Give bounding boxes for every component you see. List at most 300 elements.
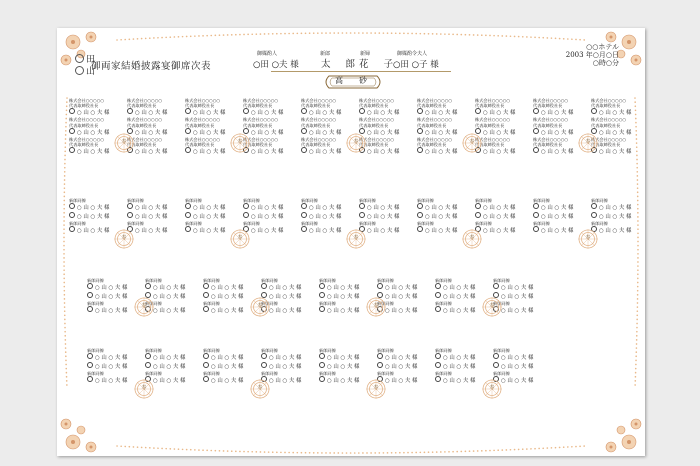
guest-relation: 新郎同僚 (185, 221, 202, 227)
guest-name (533, 203, 589, 212)
guest-ring-icon (185, 147, 191, 153)
guest-company: 株式会社○○○○○ (243, 98, 279, 103)
ring-icon (75, 54, 84, 63)
guest-name-text: ○ 山 ○ 夫 様 (309, 214, 342, 221)
guest-name (261, 362, 317, 371)
guest-relation: 新郎同僚 (359, 221, 376, 227)
medallion-text: 寿 (469, 235, 475, 241)
guest-title: 代表取締役社長 (417, 142, 447, 148)
guest-name-text: ○ 山 ○ 夫 様 (541, 214, 574, 221)
guest-name (417, 212, 473, 221)
guest-name-text: ○ 山 ○ 夫 様 (443, 308, 476, 315)
head-table-line (271, 71, 451, 72)
guest-relation: 新郎同僚 (591, 198, 608, 203)
guest-title: 代表取締役社長 (301, 103, 331, 109)
bride-name: 花 子 (359, 59, 400, 70)
guest-company: 株式会社○○○○○ (533, 117, 569, 123)
guest-name (185, 108, 241, 117)
guest-name-text: ○ 山 ○ 夫 様 (95, 378, 128, 385)
bride-role: 新婦 (360, 51, 371, 57)
guest-name (475, 128, 531, 137)
kotobuki-medallion (113, 228, 135, 250)
guest-ring-icon (69, 147, 75, 153)
guest-name (475, 212, 531, 221)
event-date: 2003 年○月○日 (565, 51, 619, 59)
guest-name-text: ○ 山 ○ 夫 様 (193, 110, 226, 117)
guest-relation: 新郎同僚 (243, 221, 260, 227)
guest-relation: 新郎同僚 (475, 221, 492, 227)
guest-name (87, 353, 143, 362)
guest-title: 代表取締役社長 (475, 103, 505, 109)
guest-ring-icon (533, 226, 539, 232)
guest-name-text: ○ 山 ○ 夫 様 (135, 205, 168, 212)
guest-entry (591, 198, 645, 235)
guest-company: 株式会社○○○○○ (301, 136, 337, 142)
guest-company: 株式会社○○○○○ (185, 117, 221, 123)
guest-name-text: ○ 山 ○ 夫 様 (599, 214, 632, 221)
seating-chart-page (57, 28, 645, 456)
guest-ring-icon (319, 292, 325, 298)
guest-name (69, 212, 125, 221)
guest-name-text: ○ 山 ○ 夫 様 (153, 308, 186, 315)
guest-title: 代表取締役社長 (475, 122, 505, 128)
guest-relation: 新郎同僚 (145, 371, 162, 377)
guest-ring-icon (87, 292, 93, 298)
guest-name (127, 147, 183, 156)
guest-company: 株式会社○○○○○ (301, 98, 337, 103)
guest-name-text: ○ 山 ○ 夫 様 (211, 285, 244, 292)
guest-name (127, 203, 183, 212)
medallion-text: 寿 (585, 139, 591, 145)
guest-title: 代表取締役社長 (417, 122, 447, 128)
kotobuki-medallion (249, 378, 271, 400)
guest-name (301, 212, 357, 221)
guest-relation: 新郎同僚 (493, 371, 510, 377)
guest-name (591, 147, 645, 156)
guest-relation: 新郎同僚 (435, 371, 452, 377)
guest-company: 株式会社○○○○○ (475, 136, 511, 142)
guest-ring-icon (145, 362, 151, 368)
guest-company: 株式会社○○○○○ (359, 136, 395, 142)
matchmaker-wife-role: 御媒酌令夫人 (397, 51, 428, 57)
corner-flower-ornament (57, 396, 117, 456)
guest-ring-icon (185, 203, 191, 209)
guest-company: 株式会社○○○○○ (475, 117, 511, 123)
guest-name-text: ○ 山 ○ 夫 様 (483, 149, 516, 156)
guest-name-text: ○ 山 ○ 夫 様 (367, 228, 400, 235)
guest-name (185, 212, 241, 221)
guest-relation: 新郎同僚 (127, 221, 144, 227)
guest-relation: 新郎同僚 (203, 301, 220, 307)
guest-name-text: ○ 山 ○ 夫 様 (483, 214, 516, 221)
guest-name (69, 108, 125, 117)
kotobuki-medallion (365, 378, 387, 400)
guest-name-text: ○ 山 ○ 夫 様 (309, 205, 342, 212)
kotobuki-medallion (345, 132, 367, 154)
guest-relation: 新郎同僚 (243, 198, 260, 203)
guest-ring-icon (301, 203, 307, 209)
guest-title: 代表取締役社長 (127, 103, 157, 109)
guest-ring-icon (533, 147, 539, 153)
guest-ring-icon (591, 203, 597, 209)
guest-ring-icon (87, 376, 93, 382)
guest-ring-icon (533, 128, 539, 134)
kotobuki-medallion (461, 132, 483, 154)
guest-entry (243, 98, 299, 156)
guest-name (417, 108, 473, 117)
guest-relation: 新郎同僚 (203, 348, 220, 353)
guest-relation: 新郎同僚 (435, 278, 452, 283)
guest-ring-icon (243, 212, 249, 218)
guest-ring-icon (87, 362, 93, 368)
guest-company: 株式会社○○○○○ (185, 98, 221, 103)
guest-name (203, 362, 259, 371)
guest-name (127, 226, 183, 235)
guest-ring-icon (69, 203, 75, 209)
guest-name (359, 128, 415, 137)
guest-ring-icon (87, 306, 93, 312)
guest-ring-icon (203, 283, 209, 289)
guest-company: 株式会社○○○○○ (359, 98, 395, 103)
kotobuki-medallion (577, 228, 599, 250)
guest-ring-icon (377, 353, 383, 359)
guest-name-text: ○ 山 ○ 夫 様 (193, 214, 226, 221)
guest-company: 株式会社○○○○○ (243, 117, 279, 123)
guest-ring-icon (533, 212, 539, 218)
guest-title: 代表取締役社長 (185, 122, 215, 128)
guest-name (377, 283, 433, 292)
guest-entry (591, 98, 645, 156)
guest-name-text: ○ 山 ○ 夫 様 (425, 149, 458, 156)
guest-name-text: ○ 山 ○ 夫 様 (251, 110, 284, 117)
guest-name-text: ○ 山 ○ 夫 様 (385, 308, 418, 315)
guest-ring-icon (493, 353, 499, 359)
guest-name-text: ○ 山 ○ 夫 様 (135, 129, 168, 136)
guest-title: 代表取締役社長 (69, 122, 99, 128)
guest-title: 代表取締役社長 (359, 103, 389, 109)
guest-name (591, 226, 645, 235)
guest-entry (359, 98, 415, 156)
guest-name-text: ○ 山 ○ 夫 様 (269, 294, 302, 301)
guest-ring-icon (127, 108, 133, 114)
groom-name: 太 郎 (321, 59, 362, 70)
guest-name-text: ○ 山 ○ 夫 様 (599, 228, 632, 235)
guest-name-text: ○ 山 ○ 夫 様 (135, 214, 168, 221)
guest-ring-icon (435, 362, 441, 368)
guest-title: 代表取締役社長 (69, 103, 99, 109)
guest-title: 代表取締役社長 (127, 122, 157, 128)
kotobuki-medallion (577, 132, 599, 154)
guest-ring-icon (417, 128, 423, 134)
guest-ring-icon (417, 147, 423, 153)
guest-name-text: ○ 山 ○ 夫 様 (269, 308, 302, 315)
guest-name-text: ○ 山 ○ 夫 様 (95, 294, 128, 301)
guest-name (533, 108, 589, 117)
kotobuki-medallion (481, 296, 503, 318)
guest-relation: 新郎同僚 (533, 198, 550, 203)
guest-relation: 新郎同僚 (319, 348, 336, 353)
guest-title: 代表取締役社長 (417, 103, 447, 109)
guest-name-text: ○ 山 ○ 夫 様 (483, 228, 516, 235)
guest-company: 株式会社○○○○○ (69, 136, 105, 142)
guest-name-text: ○ 山 ○ 夫 様 (95, 364, 128, 371)
guest-name (145, 283, 201, 292)
guest-title: 代表取締役社長 (359, 122, 389, 128)
guest-relation: 新郎同僚 (475, 198, 492, 203)
guest-ring-icon (493, 283, 499, 289)
guest-name-text: ○ 山 ○ 夫 様 (425, 214, 458, 221)
guest-ring-icon (145, 283, 151, 289)
guest-name (359, 203, 415, 212)
guest-ring-icon (185, 128, 191, 134)
guest-name (319, 353, 375, 362)
guest-company: 株式会社○○○○○ (417, 117, 453, 123)
guest-name-text: ○ 山 ○ 夫 様 (501, 355, 534, 362)
guest-ring-icon (417, 212, 423, 218)
guest-company: 株式会社○○○○○ (417, 136, 453, 142)
guest-relation: 新郎同僚 (185, 198, 202, 203)
medallion-text: 寿 (257, 385, 263, 391)
guest-relation: 新郎同僚 (145, 278, 162, 283)
guest-name-text: ○ 山 ○ 夫 様 (425, 228, 458, 235)
guest-name (145, 353, 201, 362)
guest-ring-icon (261, 353, 267, 359)
kotobuki-medallion (133, 296, 155, 318)
guest-ring-icon (435, 306, 441, 312)
guest-title: 代表取締役社長 (185, 103, 215, 109)
guest-name-text: ○ 山 ○ 夫 様 (327, 355, 360, 362)
guest-name-text: ○ 山 ○ 夫 様 (95, 285, 128, 292)
medallion-text: 寿 (121, 235, 127, 241)
guest-ring-icon (301, 108, 307, 114)
guest-name (261, 283, 317, 292)
guest-name (493, 353, 549, 362)
guest-name (203, 353, 259, 362)
guest-relation: 新郎同僚 (87, 301, 104, 307)
guest-title: 代表取締役社長 (185, 142, 215, 148)
guest-ring-icon (475, 203, 481, 209)
guest-company: 株式会社○○○○○ (359, 117, 395, 123)
guest-name-text: ○ 山 ○ 夫 様 (501, 294, 534, 301)
corner-flower-ornament (585, 396, 645, 456)
guest-relation: 新郎同僚 (377, 278, 394, 283)
guest-ring-icon (533, 108, 539, 114)
guest-name-text: ○ 山 ○ 夫 様 (77, 149, 110, 156)
guest-ring-icon (319, 353, 325, 359)
guest-company: 株式会社○○○○○ (533, 136, 569, 142)
matchmaker-role: 御媒酌人 (257, 51, 278, 57)
guest-name (87, 362, 143, 371)
guest-ring-icon (319, 362, 325, 368)
guest-name-text: ○ 山 ○ 夫 様 (77, 205, 110, 212)
medallion-text: 寿 (141, 303, 147, 309)
guest-name-text: ○ 山 ○ 夫 様 (135, 149, 168, 156)
guest-ring-icon (203, 292, 209, 298)
guest-relation: 新郎同僚 (493, 348, 510, 353)
guest-relation: 新郎同僚 (319, 278, 336, 283)
kotobuki-medallion (113, 132, 135, 154)
guest-ring-icon (69, 212, 75, 218)
guest-name-text: ○ 山 ○ 夫 様 (541, 129, 574, 136)
guest-name (145, 362, 201, 371)
guest-company: 株式会社○○○○○ (417, 98, 453, 103)
guest-relation: 新郎同僚 (359, 198, 376, 203)
medallion-text: 寿 (141, 385, 147, 391)
guest-title: 代表取締役社長 (127, 142, 157, 148)
guest-name-text: ○ 山 ○ 夫 様 (367, 214, 400, 221)
guest-company: 株式会社○○○○○ (591, 136, 627, 142)
guest-name (243, 128, 299, 137)
guest-relation: 新郎同僚 (145, 301, 162, 307)
guest-ring-icon (203, 362, 209, 368)
guest-name-text: ○ 山 ○ 夫 様 (443, 364, 476, 371)
guest-title: 代表取締役社長 (301, 142, 331, 148)
guest-name-text: ○ 山 ○ 夫 様 (77, 110, 110, 117)
guest-name (359, 147, 415, 156)
kotobuki-medallion (229, 228, 251, 250)
guest-name-text: ○ 山 ○ 夫 様 (309, 149, 342, 156)
guest-name-text: ○ 山 ○ 夫 様 (153, 294, 186, 301)
guest-name-text: ○ 山 ○ 夫 様 (211, 308, 244, 315)
guest-name (377, 362, 433, 371)
guest-title: 代表取締役社長 (301, 122, 331, 128)
medallion-text: 寿 (237, 139, 243, 145)
guest-name (377, 353, 433, 362)
guest-relation: 新郎同僚 (69, 221, 86, 227)
guest-relation: 新郎同僚 (533, 221, 550, 227)
guest-name (435, 353, 491, 362)
event-time: ○時○分 (592, 59, 619, 67)
guest-name-text: ○ 山 ○ 夫 様 (483, 110, 516, 117)
guest-name-text: ○ 山 ○ 夫 様 (269, 364, 302, 371)
ring-icon (75, 66, 84, 75)
guest-relation: 新郎同僚 (377, 371, 394, 377)
guest-name (127, 128, 183, 137)
guest-title: 代表取締役社長 (243, 103, 273, 109)
guest-name-text: ○ 山 ○ 夫 様 (153, 355, 186, 362)
guest-title: 代表取締役社長 (243, 142, 273, 148)
guest-name-text: ○ 山 ○ 夫 様 (425, 205, 458, 212)
guest-company: 株式会社○○○○○ (533, 98, 569, 103)
kotobuki-medallion (345, 228, 367, 250)
guest-name-text: ○ 山 ○ 夫 様 (425, 129, 458, 136)
guest-name-text: ○ 山 ○ 夫 様 (77, 228, 110, 235)
guest-name-text: ○ 山 ○ 夫 様 (327, 285, 360, 292)
guest-name-text: ○ 山 ○ 夫 様 (599, 149, 632, 156)
guest-ring-icon (533, 203, 539, 209)
guest-name-text: ○ 山 ○ 夫 様 (599, 205, 632, 212)
guest-name-text: ○ 山 ○ 夫 様 (211, 294, 244, 301)
guest-name-text: ○ 山 ○ 夫 様 (193, 129, 226, 136)
guest-relation: 新郎同僚 (591, 221, 608, 227)
guest-name-text: ○ 山 ○ 夫 様 (541, 205, 574, 212)
guest-ring-icon (435, 353, 441, 359)
guest-ring-icon (203, 306, 209, 312)
guest-name-text: ○ 山 ○ 夫 様 (211, 355, 244, 362)
guest-name-text: ○ 山 ○ 夫 様 (95, 355, 128, 362)
guest-ring-icon (435, 292, 441, 298)
kotobuki-medallion (133, 378, 155, 400)
guest-ring-icon (69, 226, 75, 232)
guest-name-text: ○ 山 ○ 夫 様 (153, 378, 186, 385)
medallion-text: 寿 (469, 139, 475, 145)
guest-name (591, 108, 645, 117)
guest-relation: 新郎同僚 (377, 348, 394, 353)
guest-name-text: ○ 山 ○ 夫 様 (443, 355, 476, 362)
guest-ring-icon (69, 128, 75, 134)
guest-name (185, 203, 241, 212)
guest-name-text: ○ 山 ○ 夫 様 (385, 355, 418, 362)
guest-name-text: ○ 山 ○ 夫 様 (541, 149, 574, 156)
kotobuki-medallion (365, 296, 387, 318)
guest-ring-icon (301, 147, 307, 153)
guest-company: 株式会社○○○○○ (127, 136, 163, 142)
guest-name (475, 147, 531, 156)
guest-relation: 新郎同僚 (301, 221, 318, 227)
guest-ring-icon (87, 353, 93, 359)
guest-name (493, 362, 549, 371)
medallion-text: 寿 (353, 235, 359, 241)
guest-name (319, 283, 375, 292)
guest-title: 代表取締役社長 (591, 103, 621, 109)
document-title: 御両家結婚披露宴御席次表 (91, 61, 212, 72)
guest-title: 代表取締役社長 (533, 122, 563, 128)
guest-ring-icon (417, 108, 423, 114)
guest-company: 株式会社○○○○○ (185, 136, 221, 142)
kotobuki-medallion (229, 132, 251, 154)
guest-relation: 新郎同僚 (435, 348, 452, 353)
guest-ring-icon (359, 108, 365, 114)
medallion-text: 寿 (585, 235, 591, 241)
kotobuki-medallion (481, 378, 503, 400)
guest-name (127, 108, 183, 117)
guest-name (301, 203, 357, 212)
guest-name-text: ○ 山 ○ 夫 様 (443, 294, 476, 301)
guest-name (243, 108, 299, 117)
guest-name-text: ○ 山 ○ 夫 様 (327, 378, 360, 385)
guest-company: 株式会社○○○○○ (301, 117, 337, 123)
guest-name (359, 108, 415, 117)
guest-relation: 新郎同僚 (435, 301, 452, 307)
guest-relation: 新郎同僚 (261, 371, 278, 377)
guest-entry (127, 98, 183, 156)
guest-relation: 新郎同僚 (493, 278, 510, 283)
guest-ring-icon (243, 108, 249, 114)
guest-ring-icon (377, 283, 383, 289)
guest-title: 代表取締役社長 (69, 142, 99, 148)
guest-name-text: ○ 山 ○ 夫 様 (501, 308, 534, 315)
guest-name-text: ○ 山 ○ 夫 様 (541, 110, 574, 117)
guest-name (475, 203, 531, 212)
guest-ring-icon (261, 283, 267, 289)
guest-name-text: ○ 山 ○ 夫 様 (269, 355, 302, 362)
guest-name-text: ○ 山 ○ 夫 様 (309, 129, 342, 136)
guest-ring-icon (87, 283, 93, 289)
guest-name (359, 212, 415, 221)
guest-entry (127, 198, 183, 235)
guest-title: 代表取締役社長 (243, 122, 273, 128)
guest-company: 株式会社○○○○○ (69, 98, 105, 103)
guest-name (359, 226, 415, 235)
guest-ring-icon (203, 376, 209, 382)
guest-name (87, 283, 143, 292)
guest-relation: 新郎同僚 (319, 371, 336, 377)
guest-company: 株式会社○○○○○ (127, 98, 163, 103)
guest-name (243, 226, 299, 235)
guest-ring-icon (435, 283, 441, 289)
guest-name-text: ○ 山 ○ 夫 様 (251, 228, 284, 235)
guest-name-text: ○ 山 ○ 夫 様 (483, 205, 516, 212)
